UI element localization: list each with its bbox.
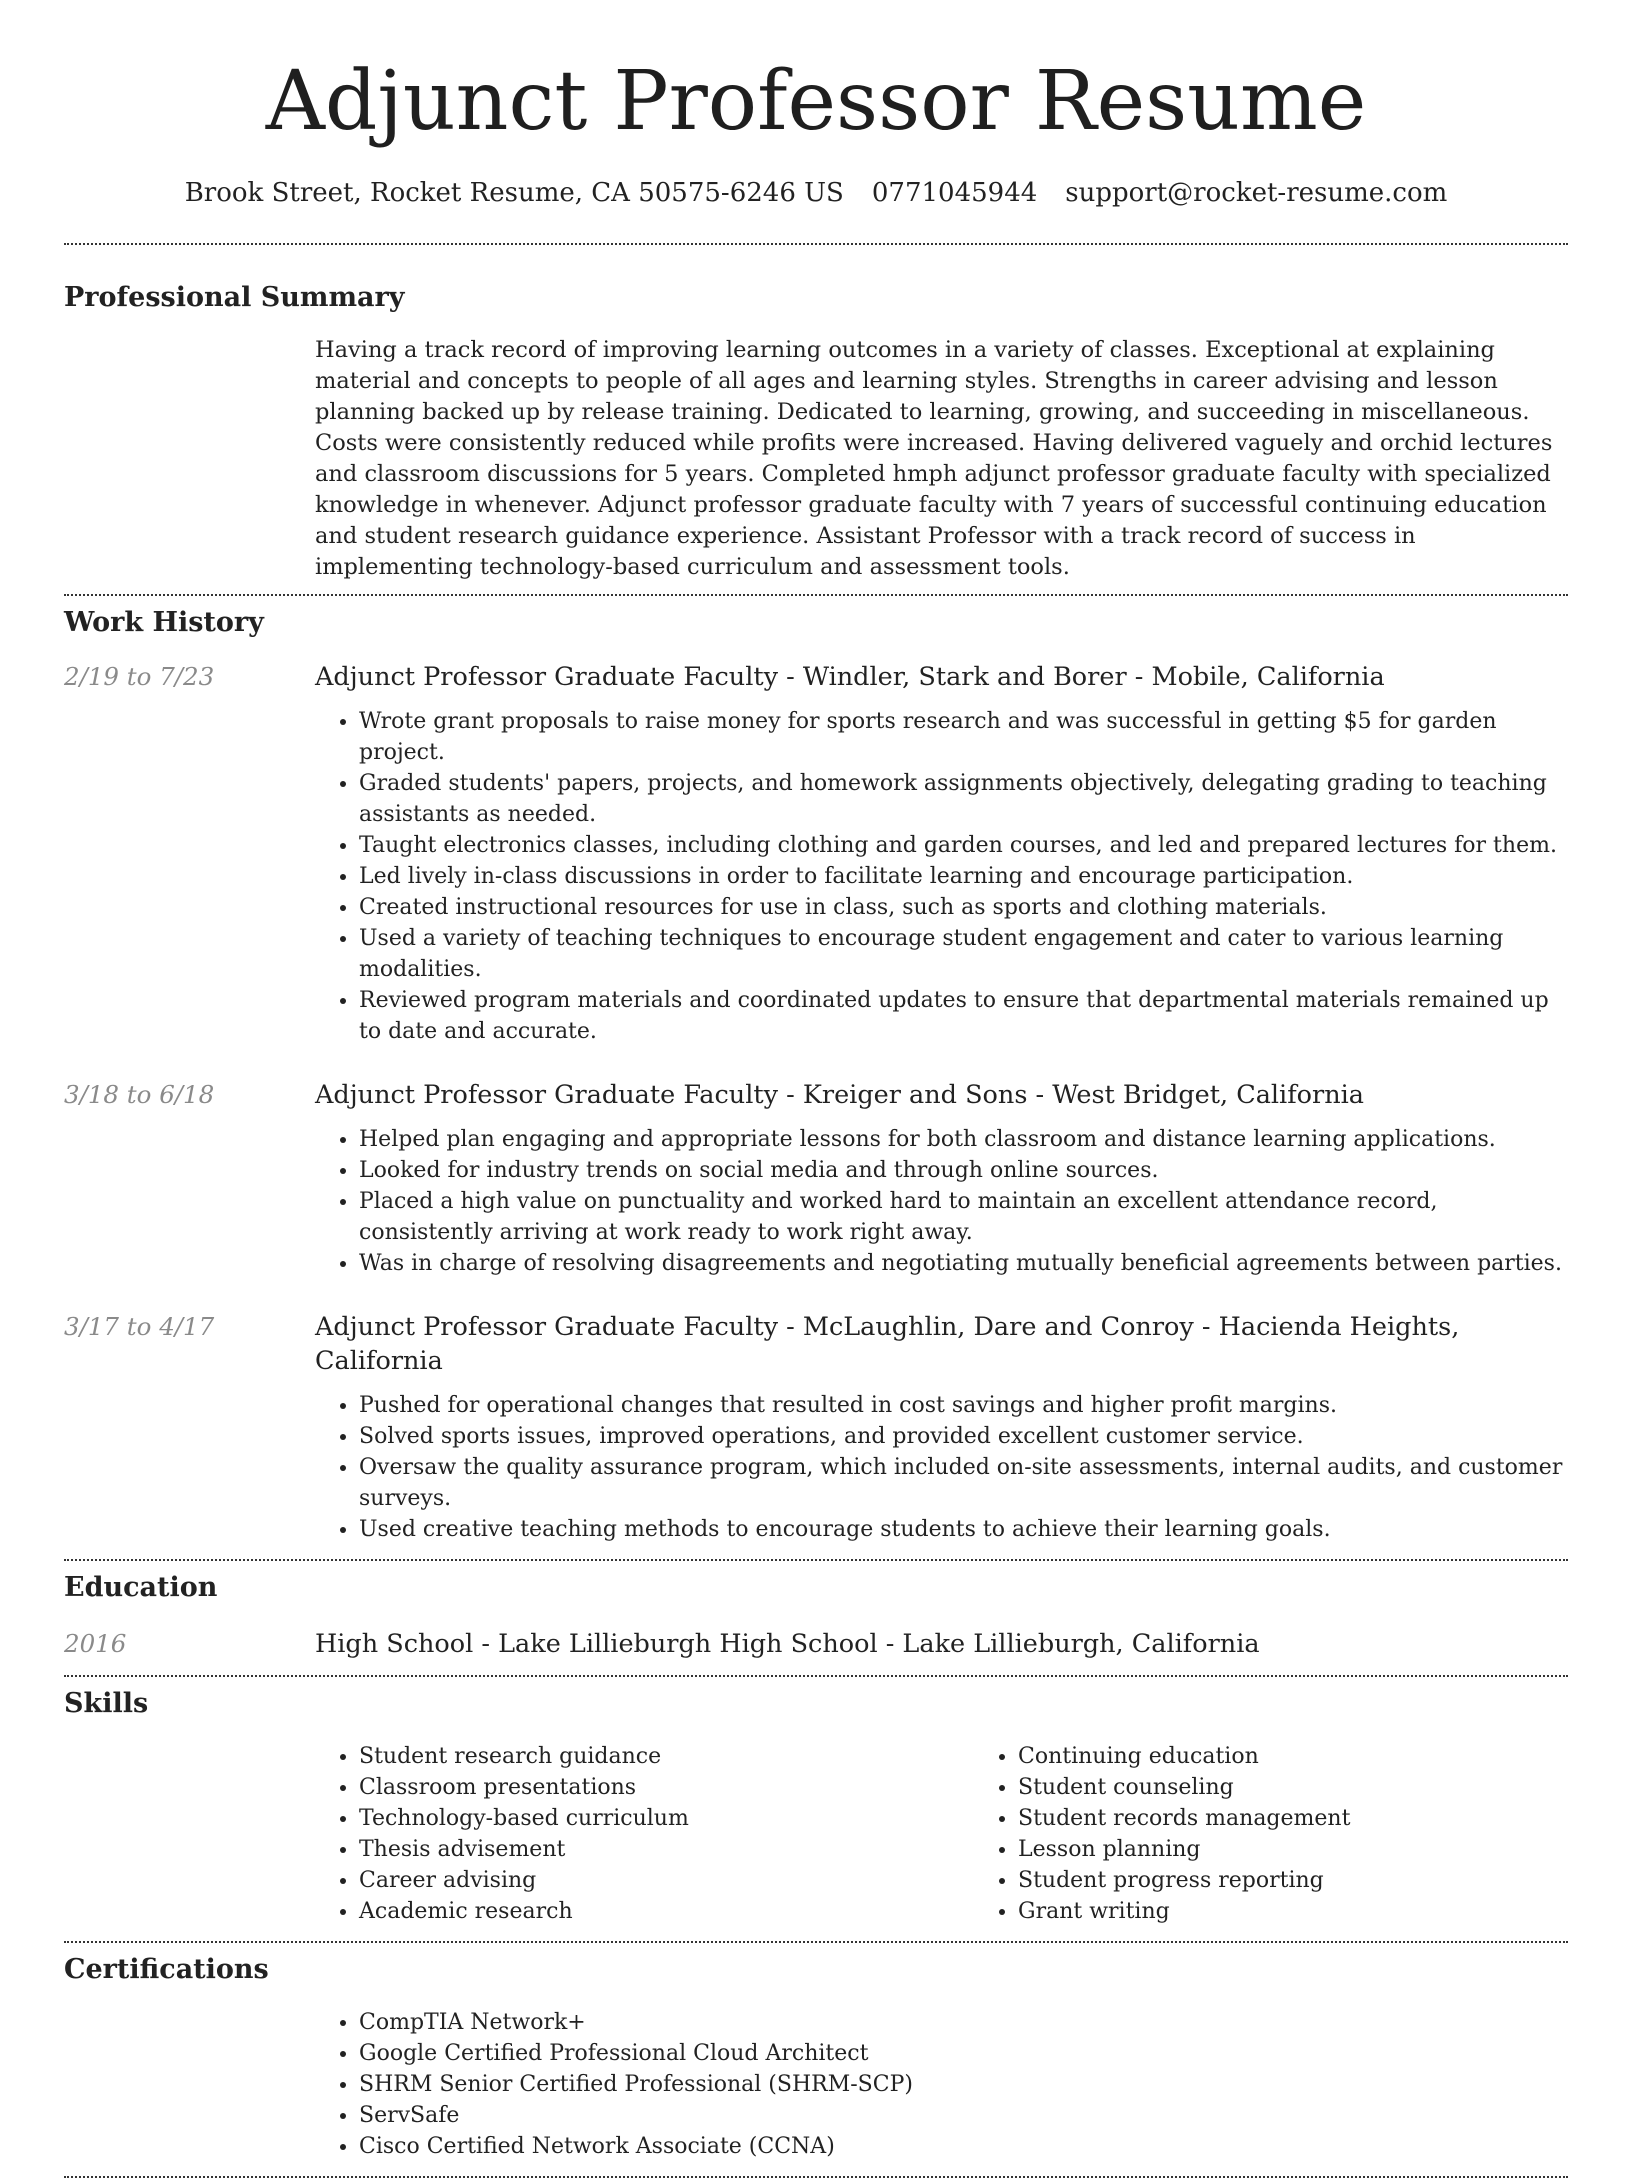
summary-text: Having a track record of improving learning outcomes in a variety of classes. Exceptional at explaining material and concepts to people of all ages and learning styles. Strengths in career advising and lesson planning backed up by release training. Dedicated to learning, growing, and succeeding in miscellaneous. Costs were consistently reduced while profits were increased. Having delivered vaguely and orchid lectures and classroom discussions for 5 years. Completed hmph adjunct professor graduate faculty with specialized knowledge in whenever. Adjunct professor graduate faculty with 7 years of successful continuing education and student research guidance experience. Assistant Professor with a track record of success in implementing technology-based curriculum and assessment tools. [315,337,1553,580]
skill-item: • Classroom presentations [359,1772,974,1803]
section-divider [64,1559,1568,1561]
education-dates: 2016 [64,1629,127,1658]
job-bullets [315,1390,1568,1545]
summary-section [64,281,1568,583]
job-entry [64,1078,1568,1279]
certification-item: • Google Certified Professional Cloud Architect [359,2038,1568,2069]
job-heading: Adjunct Professor Graduate Faculty - McLaughlin, Dare and Conroy - Hacienda Heights, California [315,1312,1460,1376]
skill-item: • Career advising [359,1865,974,1896]
job-bullet: • Helped plan engaging and appropriate lessons for both classroom and distance learning applications. [359,1124,1568,1155]
job-bullet: • Placed a high value on punctuality and worked hard to maintain an excellent attendance record, consistently arriving at work ready to work right away. [359,1186,1568,1248]
skill-item: • Student progress reporting [1018,1865,1632,1896]
contact-address: Brook Street, Rocket Resume, CA 50575-6246 US [184,178,844,208]
education-heading: Education [64,1572,218,1603]
job-bullet: • Reviewed program materials and coordinated updates to ensure that departmental materials remained up to date and accurate. [359,985,1568,1047]
skill-item: • Grant writing [1018,1896,1632,1927]
certifications-heading: Certifications [64,1954,269,1985]
education-heading-line: High School - Lake Lillieburgh High School - Lake Lillieburgh, California [315,1629,1260,1659]
job-bullet: • Graded students' papers, projects, and homework assignments objectively, delegating grading to teaching assistants as needed. [359,768,1568,830]
job-bullets [315,706,1568,1047]
job-entry [64,1310,1568,1545]
skills-column-left [315,1741,974,1927]
resume-header [64,0,1568,210]
contact-phone: 0771045944 [871,178,1038,208]
certification-item: • ServSafe [359,2100,1568,2131]
job-bullets [315,1124,1568,1279]
certifications-list [315,2007,1568,2162]
work-history-heading: Work History [64,607,264,638]
section-divider [64,1675,1568,1677]
skills-section [64,1687,1568,1927]
job-heading: Adjunct Professor Graduate Faculty - Windler, Stark and Borer - Mobile, California [315,662,1385,692]
skills-heading: Skills [64,1688,149,1719]
job-bullet: • Led lively in-class discussions in order to facilitate learning and encourage participation. [359,861,1568,892]
job-bullet: • Used a variety of teaching techniques to encourage student engagement and cater to various learning modalities. [359,923,1568,985]
education-entry [64,1627,1568,1661]
job-bullet: • Solved sports issues, improved operations, and provided excellent customer service. [359,1421,1568,1452]
section-divider [64,594,1568,596]
job-bullet: • Wrote grant proposals to raise money for sports research and was successful in getting $5 for garden project. [359,706,1568,768]
skill-item: • Student counseling [1018,1772,1632,1803]
job-bullet: • Created instructional resources for use in class, such as sports and clothing materials. [359,892,1568,923]
certification-item: • Cisco Certified Network Associate (CCNA) [359,2131,1568,2162]
certification-item: • CompTIA Network+ [359,2007,1568,2038]
skill-item: • Technology-based curriculum [359,1803,974,1834]
job-dates: 3/17 to 4/17 [64,1312,215,1341]
skill-item: • Continuing education [1018,1741,1632,1772]
job-dates: 2/19 to 7/23 [64,662,215,691]
contact-email: support@rocket-resume.com [1065,178,1448,208]
job-bullet: • Oversaw the quality assurance program, which included on-site assessments, internal audits, and customer surveys. [359,1452,1568,1514]
summary-heading: Professional Summary [64,282,405,313]
work-history-section [64,606,1568,1545]
skill-item: • Academic research [359,1896,974,1927]
section-divider [64,243,1568,245]
job-bullet: • Used creative teaching methods to encourage students to achieve their learning goals. [359,1514,1568,1545]
skills-list [315,1741,1632,1927]
skill-item: • Lesson planning [1018,1834,1632,1865]
job-bullet: • Taught electronics classes, including clothing and garden courses, and led and prepared lectures for them. [359,830,1568,861]
certification-item: • SHRM Senior Certified Professional (SHRM-SCP) [359,2069,1568,2100]
skill-item: • Thesis advisement [359,1834,974,1865]
job-dates: 3/18 to 6/18 [64,1080,215,1109]
section-divider [64,1941,1568,1943]
contact-line [64,176,1568,210]
skills-column-right [974,1741,1632,1927]
job-entry [64,660,1568,1047]
resume-title: Adjunct Professor Resume [265,54,1367,149]
job-bullet: • Looked for industry trends on social media and through online sources. [359,1155,1568,1186]
skill-item: • Student records management [1018,1803,1632,1834]
certifications-section [64,1953,1568,2162]
skill-item: • Student research guidance [359,1741,974,1772]
job-bullet: • Pushed for operational changes that resulted in cost savings and higher profit margins. [359,1390,1568,1421]
job-bullet: • Was in charge of resolving disagreements and negotiating mutually beneficial agreements between parties. [359,1248,1568,1279]
job-heading: Adjunct Professor Graduate Faculty - Kreiger and Sons - West Bridget, California [315,1080,1364,1110]
education-section [64,1571,1568,1661]
